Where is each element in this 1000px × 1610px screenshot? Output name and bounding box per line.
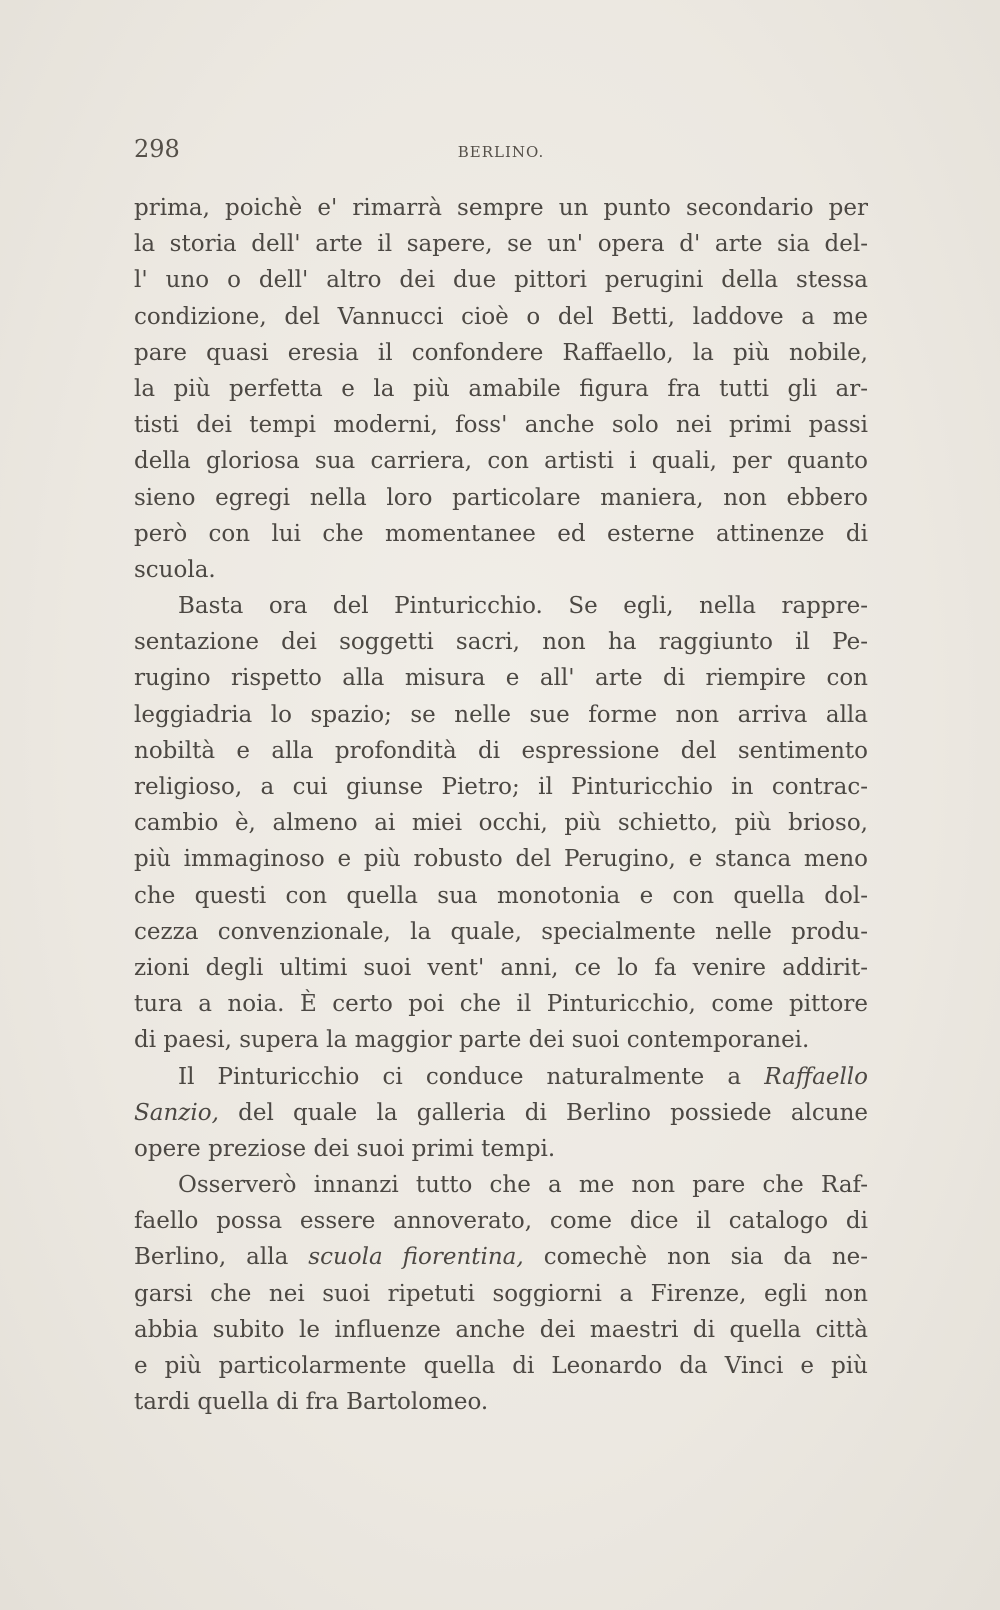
text-segment: del quale la galleria di Berlino possiede alcune xyxy=(238,1099,869,1126)
text-line: religioso, a cui giunse Pietro; il Pinturicchio in contrac- xyxy=(134,774,868,800)
text-line: faello possa essere annoverato, come dice il catalogo di xyxy=(134,1208,868,1235)
text-line: garsi che nei suoi ripetuti soggiorni a Firenze, egli non xyxy=(134,1280,868,1307)
text-line: della gloriosa sua carriera, con artisti i quali, per quanto xyxy=(134,448,868,475)
text-line: cambio è, almeno ai miei occhi, più schietto, più brioso, xyxy=(134,810,868,837)
text-line: tura a noia. È certo poi che il Pinturicchio, come pittore xyxy=(134,991,868,1018)
italic-name: Sanzio, xyxy=(134,1099,219,1126)
text-line: però con lui che momentanee ed esterne attinenze di xyxy=(134,520,868,547)
text-line: l' uno o dell' altro dei due pittori perugini della stessa xyxy=(134,267,868,294)
text-line: sieno egregi nella loro particolare maniera, non ebbero xyxy=(134,484,868,511)
text-line: zioni degli ultimi suoi vent' anni, ce lo fa venire addirit- xyxy=(134,954,868,981)
text-line xyxy=(134,1095,868,1131)
text-segment: comechè non sia da ne- xyxy=(543,1244,869,1271)
paragraph-start-line: Osserverò innanzi tutto che a me non pare che Raf- xyxy=(178,1172,868,1199)
text-segment: Il Pinturicchio ci conduce naturalmente a xyxy=(178,1063,742,1090)
paragraph-start-line: Basta ora del Pinturicchio. Se egli, nella rappre- xyxy=(178,593,868,620)
text-line: prima, poichè e' rimarrà sempre un punto secondario per xyxy=(134,195,868,221)
text-line: di paesi, supera la maggior parte dei suoi contemporanei. xyxy=(134,1027,810,1054)
text-line: pare quasi eresia il confondere Raffaello, la più nobile, xyxy=(134,339,868,366)
text-line: opere preziose dei suoi primi tempi. xyxy=(134,1135,556,1162)
text-line: rugino rispetto alla misura e all' arte di riempire con xyxy=(134,665,868,692)
italic-name: Raffaello xyxy=(764,1063,869,1090)
page-header xyxy=(134,135,868,175)
text-segment: Berlino, alla xyxy=(134,1244,289,1271)
text-line: la storia dell' arte il sapere, se un' opera d' arte sia del- xyxy=(134,231,868,258)
running-head: BERLINO. xyxy=(457,143,545,161)
text-line: scuola. xyxy=(134,556,216,583)
text-line: che questi con quella sua monotonia e con quella dol- xyxy=(134,882,868,909)
text-line: e più particolarmente quella di Leonardo da Vinci e più xyxy=(134,1353,868,1379)
paragraph-start-line xyxy=(134,1059,868,1095)
italic-phrase: scuola fiorentina, xyxy=(308,1244,524,1271)
text-line: tardi quella di fra Bartolomeo. xyxy=(134,1389,489,1416)
text-line xyxy=(134,1239,868,1275)
text-line: tisti dei tempi moderni, foss' anche solo nei primi passi xyxy=(134,412,868,439)
text-line: abbia subito le influenze anche dei maestri di quella città xyxy=(134,1316,868,1343)
page-number: 298 xyxy=(134,135,180,163)
text-line: condizione, del Vannucci cioè o del Betti, laddove a me xyxy=(134,303,868,330)
text-line: nobiltà e alla profondità di espressione del sentimento xyxy=(134,737,868,764)
text-line: la più perfetta e la più amabile figura fra tutti gli ar- xyxy=(134,375,868,402)
text-line: cezza convenzionale, la quale, specialmente nelle produ- xyxy=(134,918,868,945)
text-line: più immaginoso e più robusto del Perugino, e stanca meno xyxy=(134,846,868,873)
text-line: leggiadria lo spazio; se nelle sue forme non arriva alla xyxy=(134,701,868,728)
body-text xyxy=(134,190,868,1420)
text-line: sentazione dei soggetti sacri, non ha raggiunto il Pe- xyxy=(134,629,868,656)
